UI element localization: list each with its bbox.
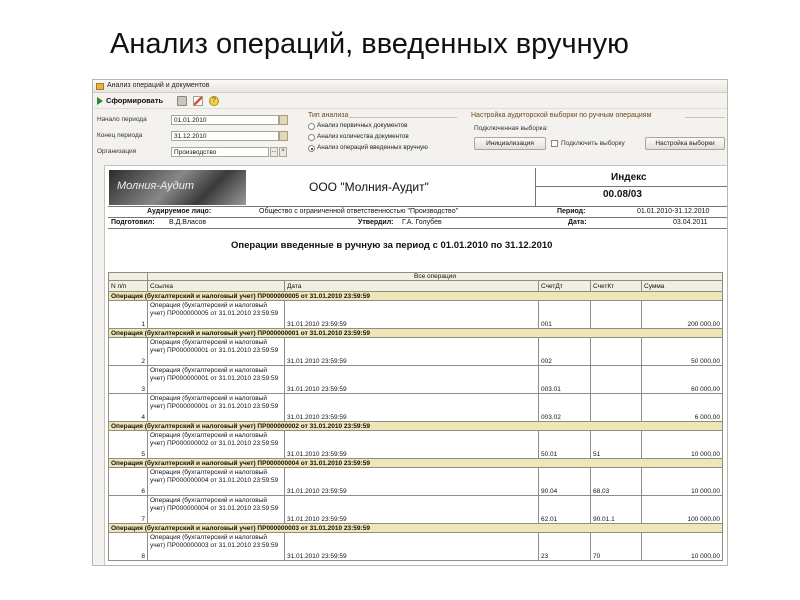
- document-icon: [96, 83, 104, 90]
- connect-sample-checkbox[interactable]: [551, 140, 558, 147]
- help-icon[interactable]: ?: [209, 96, 219, 106]
- organization-label: Организация: [97, 148, 137, 155]
- table-row[interactable]: [109, 468, 723, 496]
- row-link[interactable]: Операция (бухгалтерский и налоговый учет) ПР000000003 от 31.01.2010 23:59:59: [148, 533, 285, 561]
- row-number: 6: [109, 468, 148, 496]
- edit-icon[interactable]: [193, 96, 203, 106]
- operations-table: [108, 272, 723, 561]
- row-number: 5: [109, 431, 148, 459]
- select-icon[interactable]: ...: [270, 147, 278, 157]
- row-debit: 002: [539, 338, 591, 366]
- row-debit: 62.01: [539, 496, 591, 524]
- row-number: 1: [109, 301, 148, 329]
- row-sum: 10 000,00: [642, 468, 723, 496]
- analysis-type-title: Тип анализа: [308, 112, 349, 119]
- group-row[interactable]: [109, 329, 723, 338]
- column-header-credit[interactable]: СчетКт: [591, 281, 642, 292]
- group-divider: [349, 117, 457, 118]
- radio-icon: [308, 123, 315, 130]
- row-debit: 001: [539, 301, 591, 329]
- sample-settings-button[interactable]: Настройка выборки: [645, 137, 725, 150]
- group-title: Операция (бухгалтерский и налоговый учет) ПР000000005 от 31.01.2010 23:59:59: [109, 292, 723, 301]
- row-date: 31.01.2010 23:59:59: [285, 468, 539, 496]
- end-period-label: Конец периода: [97, 132, 143, 139]
- row-debit: 90.04: [539, 468, 591, 496]
- row-sum: 200 000,00: [642, 301, 723, 329]
- company-name: ООО "Молния-Аудит": [309, 180, 429, 194]
- table-header-cell: [109, 273, 148, 281]
- row-credit: 70: [591, 533, 642, 561]
- prepared-label: Подготовил:: [111, 219, 155, 226]
- initialize-button[interactable]: Инициализация: [474, 137, 546, 150]
- row-sum: 50 000,00: [642, 338, 723, 366]
- group-row[interactable]: [109, 292, 723, 301]
- index-value: 00.08/03: [603, 189, 642, 200]
- row-date: 31.01.2010 23:59:59: [285, 366, 539, 394]
- column-header-number[interactable]: N п/п: [109, 281, 148, 292]
- row-credit: [591, 338, 642, 366]
- row-number: 2: [109, 338, 148, 366]
- generate-button-label: Сформировать: [106, 96, 164, 105]
- calendar-icon[interactable]: [279, 115, 288, 125]
- column-header-debit[interactable]: СчетДт: [539, 281, 591, 292]
- group-title: Операция (бухгалтерский и налоговый учет) ПР000000003 от 31.01.2010 23:59:59: [109, 524, 723, 533]
- slide-title: Анализ операций, введенных вручную: [110, 28, 629, 60]
- row-number: 3: [109, 366, 148, 394]
- date-label: Дата:: [568, 219, 587, 226]
- row-link[interactable]: Операция (бухгалтерский и налоговый учет) ПР000000001 от 31.01.2010 23:59:59: [148, 338, 285, 366]
- organization-field[interactable]: Производство: [171, 147, 269, 157]
- audited-value: Общество с ограниченной ответственностью "Производство": [259, 208, 459, 215]
- row-date: 31.01.2010 23:59:59: [285, 431, 539, 459]
- group-title: Операция (бухгалтерский и налоговый учет) ПР000000002 от 31.01.2010 23:59:59: [109, 422, 723, 431]
- radio-icon: [308, 134, 315, 141]
- radio-label: Анализ количества документов: [317, 133, 409, 140]
- clear-icon[interactable]: ×: [279, 147, 287, 157]
- header-divider: [108, 206, 728, 207]
- row-date: 31.01.2010 23:59:59: [285, 394, 539, 422]
- sample-settings-title: Настройка аудиторской выборки по ручным операциям: [471, 112, 652, 119]
- connect-sample-label: Подключить выборку: [561, 140, 625, 147]
- window-title-bar: [93, 80, 727, 93]
- row-link[interactable]: Операция (бухгалтерский и налоговый учет) ПР000000001 от 31.01.2010 23:59:59: [148, 366, 285, 394]
- row-credit: 68.03: [591, 468, 642, 496]
- row-link[interactable]: Операция (бухгалтерский и налоговый учет) ПР000000005 от 31.01.2010 23:59:59: [148, 301, 285, 329]
- date-value: 03.04.2011: [673, 219, 708, 226]
- table-row[interactable]: [109, 301, 723, 329]
- row-link[interactable]: Операция (бухгалтерский и налоговый учет) ПР000000001 от 31.01.2010 23:59:59: [148, 394, 285, 422]
- header-divider: [535, 186, 728, 187]
- toolbar: [93, 94, 727, 109]
- approved-value: Г.А. Голубев: [402, 219, 442, 226]
- row-date: 31.01.2010 23:59:59: [285, 338, 539, 366]
- row-date: 31.01.2010 23:59:59: [285, 301, 539, 329]
- header-divider: [535, 168, 536, 206]
- radio-manual-ops[interactable]: [308, 144, 428, 151]
- row-debit: 50.01: [539, 431, 591, 459]
- company-logo: Молния-Аудит: [109, 170, 246, 205]
- print-icon[interactable]: [177, 96, 187, 106]
- header-divider: [108, 217, 728, 218]
- group-title: Операция (бухгалтерский и налоговый учет) ПР000000001 от 31.01.2010 23:59:59: [109, 329, 723, 338]
- end-period-field[interactable]: 31.12.2010: [171, 131, 279, 141]
- row-date: 31.01.2010 23:59:59: [285, 496, 539, 524]
- generate-button[interactable]: [96, 96, 163, 107]
- row-credit: [591, 394, 642, 422]
- row-debit: 003.02: [539, 394, 591, 422]
- row-date: 31.01.2010 23:59:59: [285, 533, 539, 561]
- report-heading: Операции введенные в ручную за период с 01.01.2010 по 31.12.2010: [231, 240, 553, 251]
- group-divider: [685, 117, 725, 118]
- approved-label: Утвердил:: [358, 219, 394, 226]
- start-period-label: Начало периода: [97, 116, 147, 123]
- window-title: Анализ операций и документов: [107, 82, 210, 89]
- column-header-sum[interactable]: Сумма: [642, 281, 723, 292]
- table-row[interactable]: [109, 394, 723, 422]
- row-debit: 23: [539, 533, 591, 561]
- period-label: Период:: [557, 208, 586, 215]
- row-link[interactable]: Операция (бухгалтерский и налоговый учет) ПР000000004 от 31.01.2010 23:59:59: [148, 468, 285, 496]
- row-number: 4: [109, 394, 148, 422]
- radio-label: Анализ операций введенных вручную: [317, 144, 428, 151]
- radio-primary-docs[interactable]: [308, 122, 408, 129]
- index-label: Индекс: [611, 172, 647, 183]
- report-window: [92, 79, 728, 566]
- radio-selected-icon: [308, 145, 315, 152]
- group-row[interactable]: [109, 422, 723, 431]
- start-period-field[interactable]: 01.01.2010: [171, 115, 279, 125]
- radio-label: Анализ первичных документов: [317, 122, 408, 129]
- radio-docs-count[interactable]: [308, 133, 409, 140]
- period-value: 01.01.2010-31.12.2010: [637, 208, 710, 215]
- row-sum: 60 000,00: [642, 366, 723, 394]
- row-credit: [591, 301, 642, 329]
- row-link[interactable]: Операция (бухгалтерский и налоговый учет) ПР000000004 от 31.01.2010 23:59:59: [148, 496, 285, 524]
- calendar-icon[interactable]: [279, 131, 288, 141]
- report-area: [104, 165, 728, 566]
- header-divider: [108, 228, 728, 229]
- column-header-link[interactable]: Ссылка: [148, 281, 285, 292]
- prepared-value: В.Д.Власов: [169, 219, 207, 226]
- play-icon: [97, 97, 103, 105]
- table-row[interactable]: [109, 431, 723, 459]
- row-sum: 6 000,00: [642, 394, 723, 422]
- group-row[interactable]: [109, 459, 723, 468]
- group-row[interactable]: [109, 524, 723, 533]
- row-sum: 10 000,00: [642, 533, 723, 561]
- all-operations-header: Все операции: [148, 273, 723, 281]
- row-number: 8: [109, 533, 148, 561]
- row-link[interactable]: Операция (бухгалтерский и налоговый учет) ПР000000002 от 31.01.2010 23:59:59: [148, 431, 285, 459]
- group-title: Операция (бухгалтерский и налоговый учет) ПР000000004 от 31.01.2010 23:59:59: [109, 459, 723, 468]
- row-credit: 51: [591, 431, 642, 459]
- table-row[interactable]: [109, 533, 723, 561]
- row-sum: 10 000,00: [642, 431, 723, 459]
- table-row[interactable]: [109, 496, 723, 524]
- row-credit: [591, 366, 642, 394]
- row-number: 7: [109, 496, 148, 524]
- row-debit: 003.01: [539, 366, 591, 394]
- table-row[interactable]: [109, 338, 723, 366]
- row-sum: 100 000,00: [642, 496, 723, 524]
- row-credit: 90.01.1: [591, 496, 642, 524]
- audited-label: Аудируемое лицо:: [147, 208, 212, 215]
- table-row[interactable]: [109, 366, 723, 394]
- column-header-date[interactable]: Дата: [285, 281, 539, 292]
- connected-sample-label: Подключенная выборка:: [474, 125, 548, 132]
